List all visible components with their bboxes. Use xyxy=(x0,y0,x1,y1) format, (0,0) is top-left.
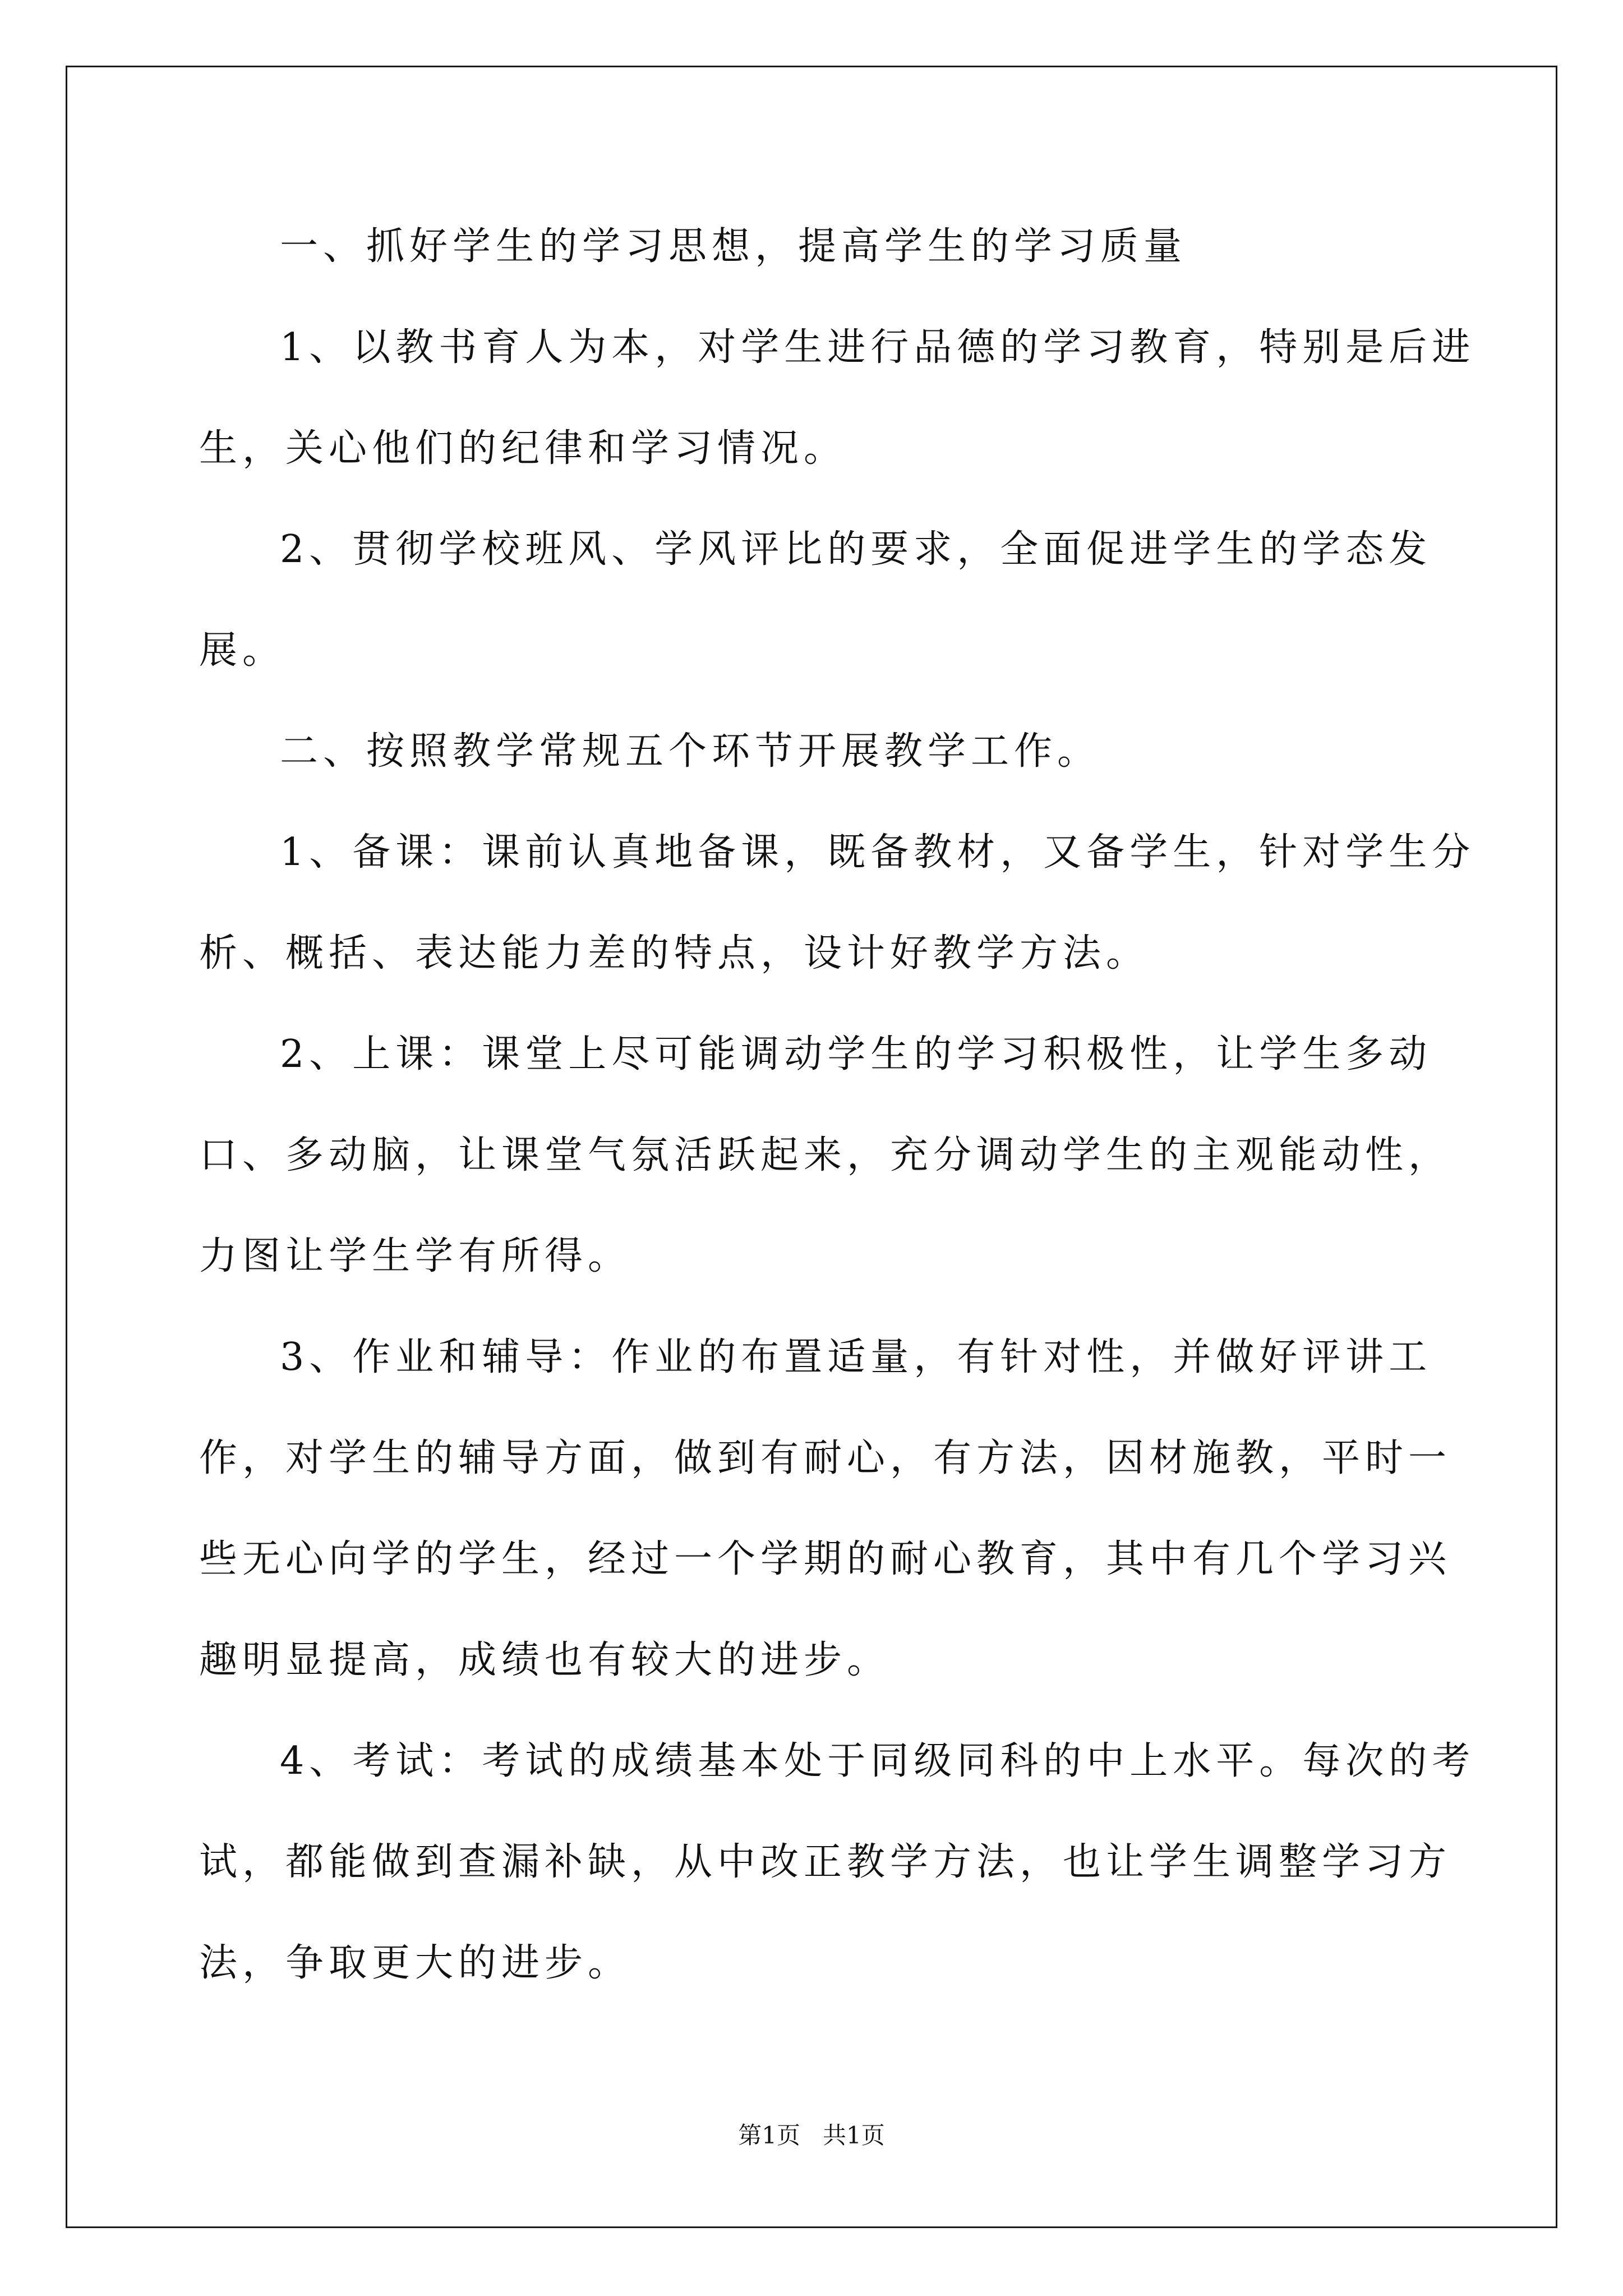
page-footer xyxy=(0,2119,1623,2152)
paragraph-item-1-1: 1、以教书育人为本，对学生进行品德的学习教育，特别是后进生，关心他们的纪律和学习情况。 xyxy=(199,325,1476,471)
page-total: 共1页 xyxy=(823,2122,885,2149)
document-body xyxy=(199,196,1489,2014)
paragraph-item-1-2: 2、贯彻学校班风、学风评比的要求，全面促进学生的学态发展。 xyxy=(199,527,1432,673)
paragraph-item-2-2: 2、上课：课堂上尽可能调动学生的学习积极性，让学生多动口、多动脑，让课堂气氛活跃起来，充分调动学生的主观能动性，力图让学生学有所得。 xyxy=(199,1032,1452,1278)
heading-section-2: 二、按照教学常规五个环节开展教学工作。 xyxy=(280,729,1101,774)
paragraph-item-2-4: 4、考试：考试的成绩基本处于同级同科的中上水平。每次的考试，都能做到查漏补缺，从中改正教学方法，也让学生调整学习方法，争取更大的进步。 xyxy=(199,1739,1476,1985)
heading-section-1: 一、抓好学生的学习思想，提高学生的学习质量 xyxy=(280,224,1187,269)
paragraph-item-2-1: 1、备课：课前认真地备课，既备教材，又备学生，针对学生分析、概括、表达能力差的特点，设计好教学方法。 xyxy=(199,830,1476,976)
paragraph-item-2-3: 3、作业和辅导：作业的布置适量，有针对性，并做好评讲工作，对学生的辅导方面，做到有耐心，有方法，因材施教，平时一些无心向学的学生，经过一个学期的耐心教育，其中有几个学习兴趣明显提高，成绩也有较大的进步。 xyxy=(199,1335,1452,1682)
page-number: 第1页 xyxy=(738,2122,800,2149)
